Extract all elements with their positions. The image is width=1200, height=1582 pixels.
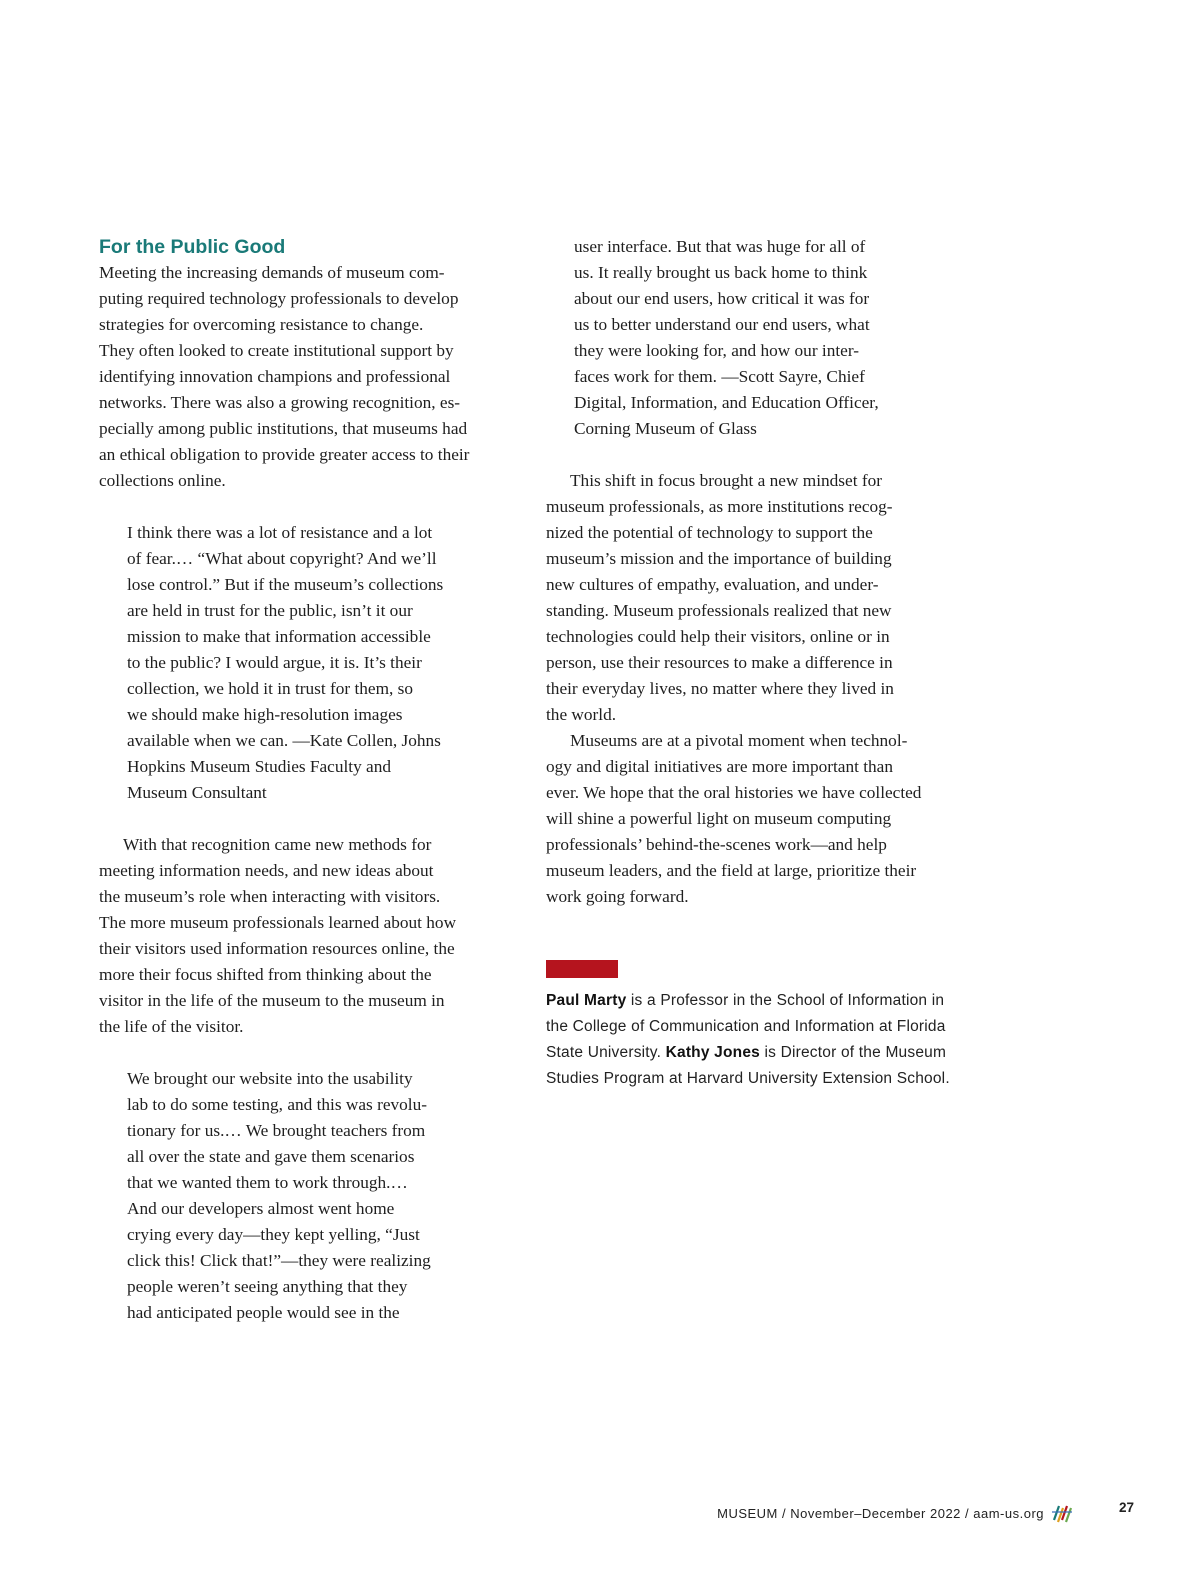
quote-kate-collen: I think there was a lot of resistance and a lot of fear.… “What about copyright? And we’ll lose control.” But if the museum’s collections are held in trust for the public, isn’t it our mission to make that information accessible to the public? I would argue, it is. It’s their collection, we hold it in trust for them, so we should make high-resolution images available when we can. —Kate Collen, Johns Hopkins Museum Studies Faculty and Museum Consultant: [127, 523, 444, 802]
body-paragraph-1: Meeting the increasing demands of museum com- puting required technology professionals to develop strategies for overcoming resistance to change. They often looked to create institutional support by identifying innovation champions and professional networks. There was also a growing recognition, es- pecially among public institutions, that museums had an ethical obligation to provide greater access to their collections online.: [99, 263, 470, 490]
page-number: 27: [1119, 1500, 1135, 1515]
footer-text: MUSEUM / November–December 2022 / aam-us.org: [717, 1506, 1044, 1521]
accent-bar: [546, 960, 618, 978]
author-bio: [546, 988, 964, 1092]
author-name-1: Paul Marty: [546, 992, 627, 1009]
body-paragraph-2: With that recognition came new methods for meeting information needs, and new ideas about the museum’s role when interacting with visitors. The more museum professionals learned about how their visitors used information resources online, the more their focus shifted from thinking about the visitor in the life of the museum to the museum in the life of the visitor.: [99, 835, 457, 1036]
aam-logo-icon: [1050, 1500, 1074, 1527]
quote-scott-sayre-continued: user interface. But that was huge for all of us. It really brought us back home to think about our end users, how critical it was for us to better understand our end users, what they were looking for, and how our inter- faces work for them. —Scott Sayre, Chief Digital, Information, and Education Officer, Corning Museum of Glass: [574, 237, 879, 438]
right-column: [546, 234, 964, 1092]
left-column: [99, 234, 521, 1326]
author-name-2: Kathy Jones: [665, 1044, 760, 1061]
author-bio-text-1: is a Professor in the School of Information in the College of Communication and Information at Florida State University.: [546, 992, 946, 1061]
body-paragraph-3: This shift in focus brought a new mindset for museum professionals, as more institutions recog- nized the potential of technology to support the museum’s mission and the importance of building new cultures of empathy, evaluation, and under- standing. Museum professionals realized that new technologies could help their visitors, online or in person, use their resources to make a difference in their everyday lives, no matter where they lived in the world.: [546, 471, 894, 724]
author-bio-text-2: is Director of the Museum Studies Program at Harvard University Extension School.: [546, 1044, 950, 1087]
page-footer: [717, 1500, 1080, 1527]
quote-scott-sayre: We brought our website into the usability lab to do some testing, and this was revolu- tionary for us.… We brought teachers from all over the state and gave them scenarios that we wanted them to work through.… And our developers almost went home crying every day—they kept yelling, “Just click this! Click that!”—they were realizing people weren’t seeing anything that they had anticipated people would see in the: [127, 1069, 431, 1322]
body-paragraph-4: Museums are at a pivotal moment when technol- ogy and digital initiatives are more important than ever. We hope that the oral histories we have collected will shine a powerful light on museum computing professionals’ behind-the-scenes work—and help museum leaders, and the field at large, prioritize their work going forward.: [546, 731, 922, 906]
section-heading: For the Public Good: [99, 236, 286, 258]
